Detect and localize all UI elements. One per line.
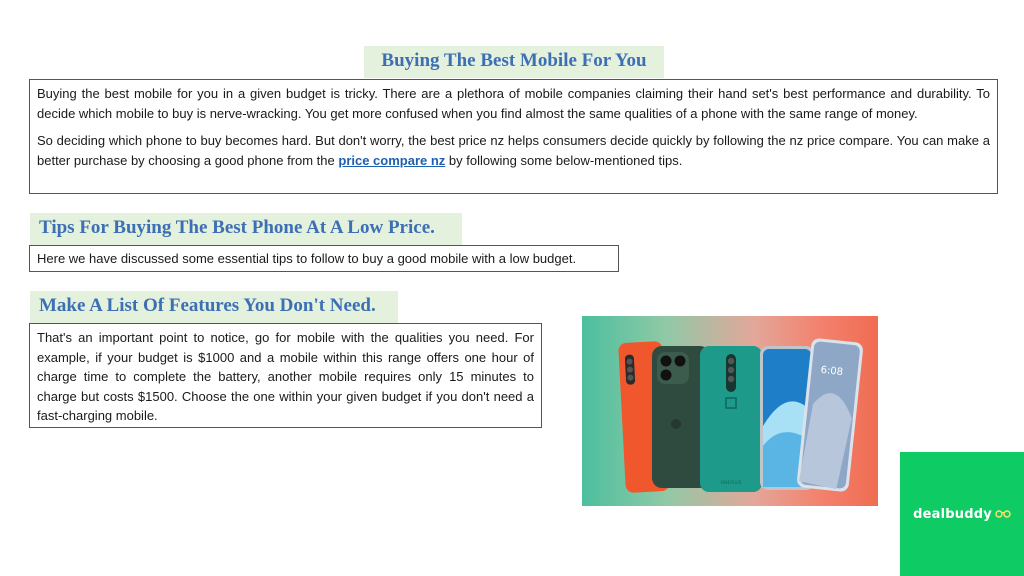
features-text-box — [29, 323, 542, 428]
tips-text-box — [29, 245, 619, 272]
section-heading-tips: Tips For Buying The Best Phone At A Low Price. — [30, 213, 462, 245]
price-compare-nz-link[interactable]: price compare nz — [338, 152, 446, 168]
tips-text: Here we have discussed some essential tips to follow to buy a good mobile with a low budget. — [37, 251, 577, 266]
intro-paragraph-2 — [37, 131, 990, 170]
dealbuddy-logo-text: dealbuddy — [913, 506, 992, 522]
phone-screen-time: 6:08 — [820, 364, 844, 379]
features-text: That's an important point to notice, go for mobile with the qualities you need. For example, if your budget is $1000 and a mobile within this range offers one hour of charge time to complete the battery, another mobile requires only 15 minutes to charge but costs $1500. Choose the one within your given budget if you don't need a fast-charging mobile. — [37, 330, 534, 423]
section-heading-buying-best-mobile: Buying The Best Mobile For You — [364, 46, 664, 78]
phones-image — [582, 316, 878, 506]
section-heading-features-list: Make A List Of Features You Don't Need. — [30, 291, 398, 323]
intro-paragraph-1: Buying the best mobile for you in a given budget is tricky. There are a plethora of mobile companies claiming their hand set's best performance and durability. To decide which mobile to buy is nerve-wracking. You get more confused when you find almost the same qualities of a phone with the same range of money. — [37, 86, 990, 121]
dealbuddy-logo — [900, 452, 1024, 576]
intro-paragraph-2-start: So deciding which phone to buy becomes hard. But don't worry, the best price nz helps consumers decide quickly by following the nz price compare. You can make a better purchase by choosing a good phone from the — [37, 133, 990, 168]
dealbuddy-glasses-icon — [995, 505, 1011, 523]
teal-oneplus-phone — [700, 346, 762, 492]
oneplus-brand-text: ONEPLUS — [720, 481, 742, 486]
intro-paragraph-2-end: by following some below-mentioned tips. — [445, 152, 683, 168]
intro-text-box — [29, 79, 998, 194]
